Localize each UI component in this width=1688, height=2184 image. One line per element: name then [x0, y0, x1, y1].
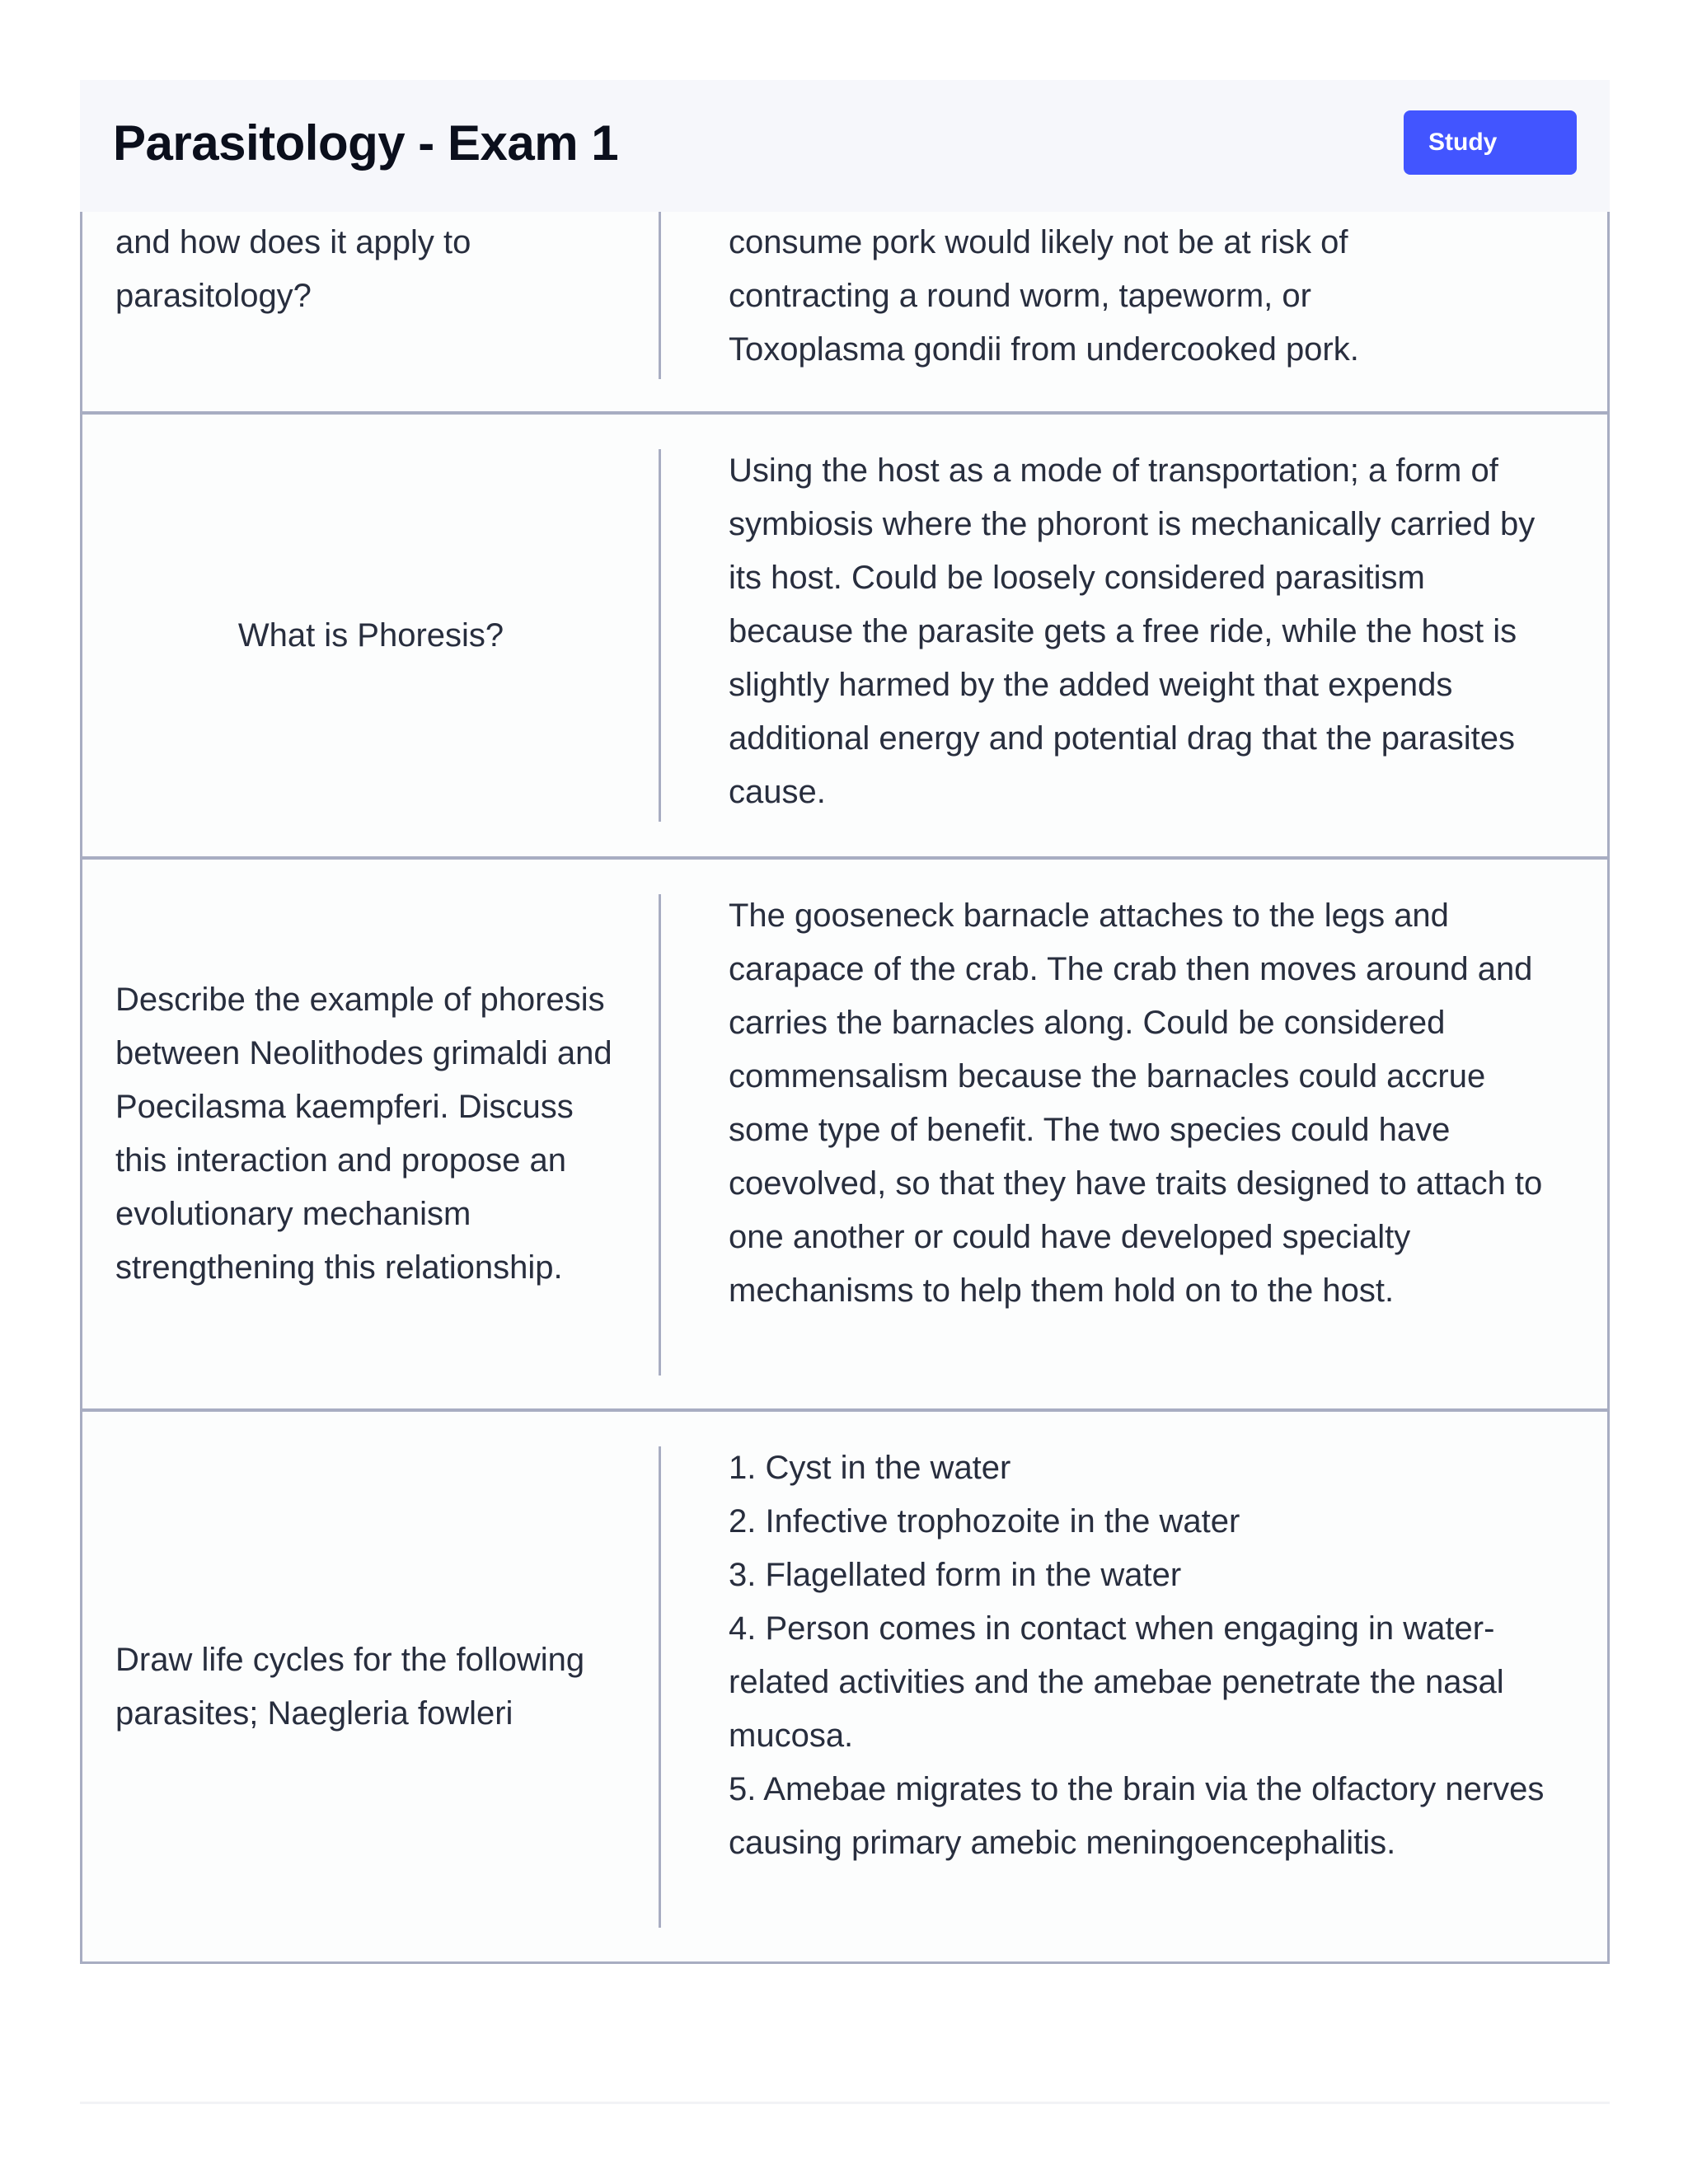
- card-definition-item: 3. Flagellated form in the water: [729, 1557, 1182, 1593]
- card-definition: [729, 1412, 1553, 1961]
- page-header: [80, 80, 1610, 212]
- card-divider: [659, 894, 661, 1376]
- flashcard: [82, 860, 1607, 1412]
- card-term-line: parasitology?: [115, 278, 312, 314]
- card-definition-item: 2. Infective trophozoite in the water: [729, 1503, 1240, 1540]
- flashcard: [82, 415, 1607, 860]
- footer-divider: [80, 2102, 1610, 2104]
- card-definition: [729, 860, 1553, 1408]
- flashcard-list: [80, 124, 1610, 1964]
- card-term-text: Describe the example of phoresis between Neolithodes grimaldi and Poecilasma kaempferi. Discuss this interaction and propose an evolutionary mechanism strengthening this relationship.: [115, 982, 612, 1286]
- card-definition-line: consume pork would likely not be at risk of: [729, 224, 1348, 260]
- study-button[interactable]: Study: [1404, 110, 1577, 175]
- card-definition-text: The gooseneck barnacle attaches to the legs and carapace of the crab. The crab then moves around and carries the barnacles along. Could be considered commensalism because the barnacles could accrue some type of benefit. The two species could have coevolved, so that they have traits designed to attach to one another or could have developed specialty mechanisms to help them hold on to the host.: [729, 898, 1543, 1309]
- card-divider: [659, 449, 661, 822]
- card-definition-item: 5. Amebae migrates to the brain via the olfactory nerves causing primary amebic meningoencephalitis.: [729, 1771, 1545, 1861]
- card-definition-item: 4. Person comes in contact when engaging in water-related activities and the amebae penetrate the nasal mucosa.: [729, 1610, 1504, 1754]
- card-definition: [729, 415, 1553, 856]
- card-definition-line: Toxoplasma gondii from undercooked pork.: [729, 331, 1359, 368]
- flashcard: [82, 1412, 1607, 1961]
- card-term-line: and how does it apply to: [115, 224, 471, 260]
- page-title: Parasitology - Exam 1: [113, 115, 619, 171]
- card-term-text: Draw life cycles for the following parasites; Naegleria fowleri: [115, 1641, 585, 1732]
- card-definition-line: contracting a round worm, tapeworm, or: [729, 278, 1311, 314]
- card-term-text: What is Phoresis?: [237, 616, 504, 654]
- card-term: [82, 1412, 659, 1961]
- card-term: [82, 415, 659, 856]
- card-definition-text: Using the host as a mode of transportation; a form of symbiosis where the phoront is mechanically carried by its host. Could be loosely considered parasitism because the parasite gets a free ride, while the host is slightly harmed by the added weight that expends additional energy and potential drag that the parasites cause.: [729, 452, 1536, 810]
- card-term: [82, 860, 659, 1408]
- card-definition-item: 1. Cyst in the water: [729, 1450, 1011, 1486]
- card-divider: [659, 1446, 661, 1928]
